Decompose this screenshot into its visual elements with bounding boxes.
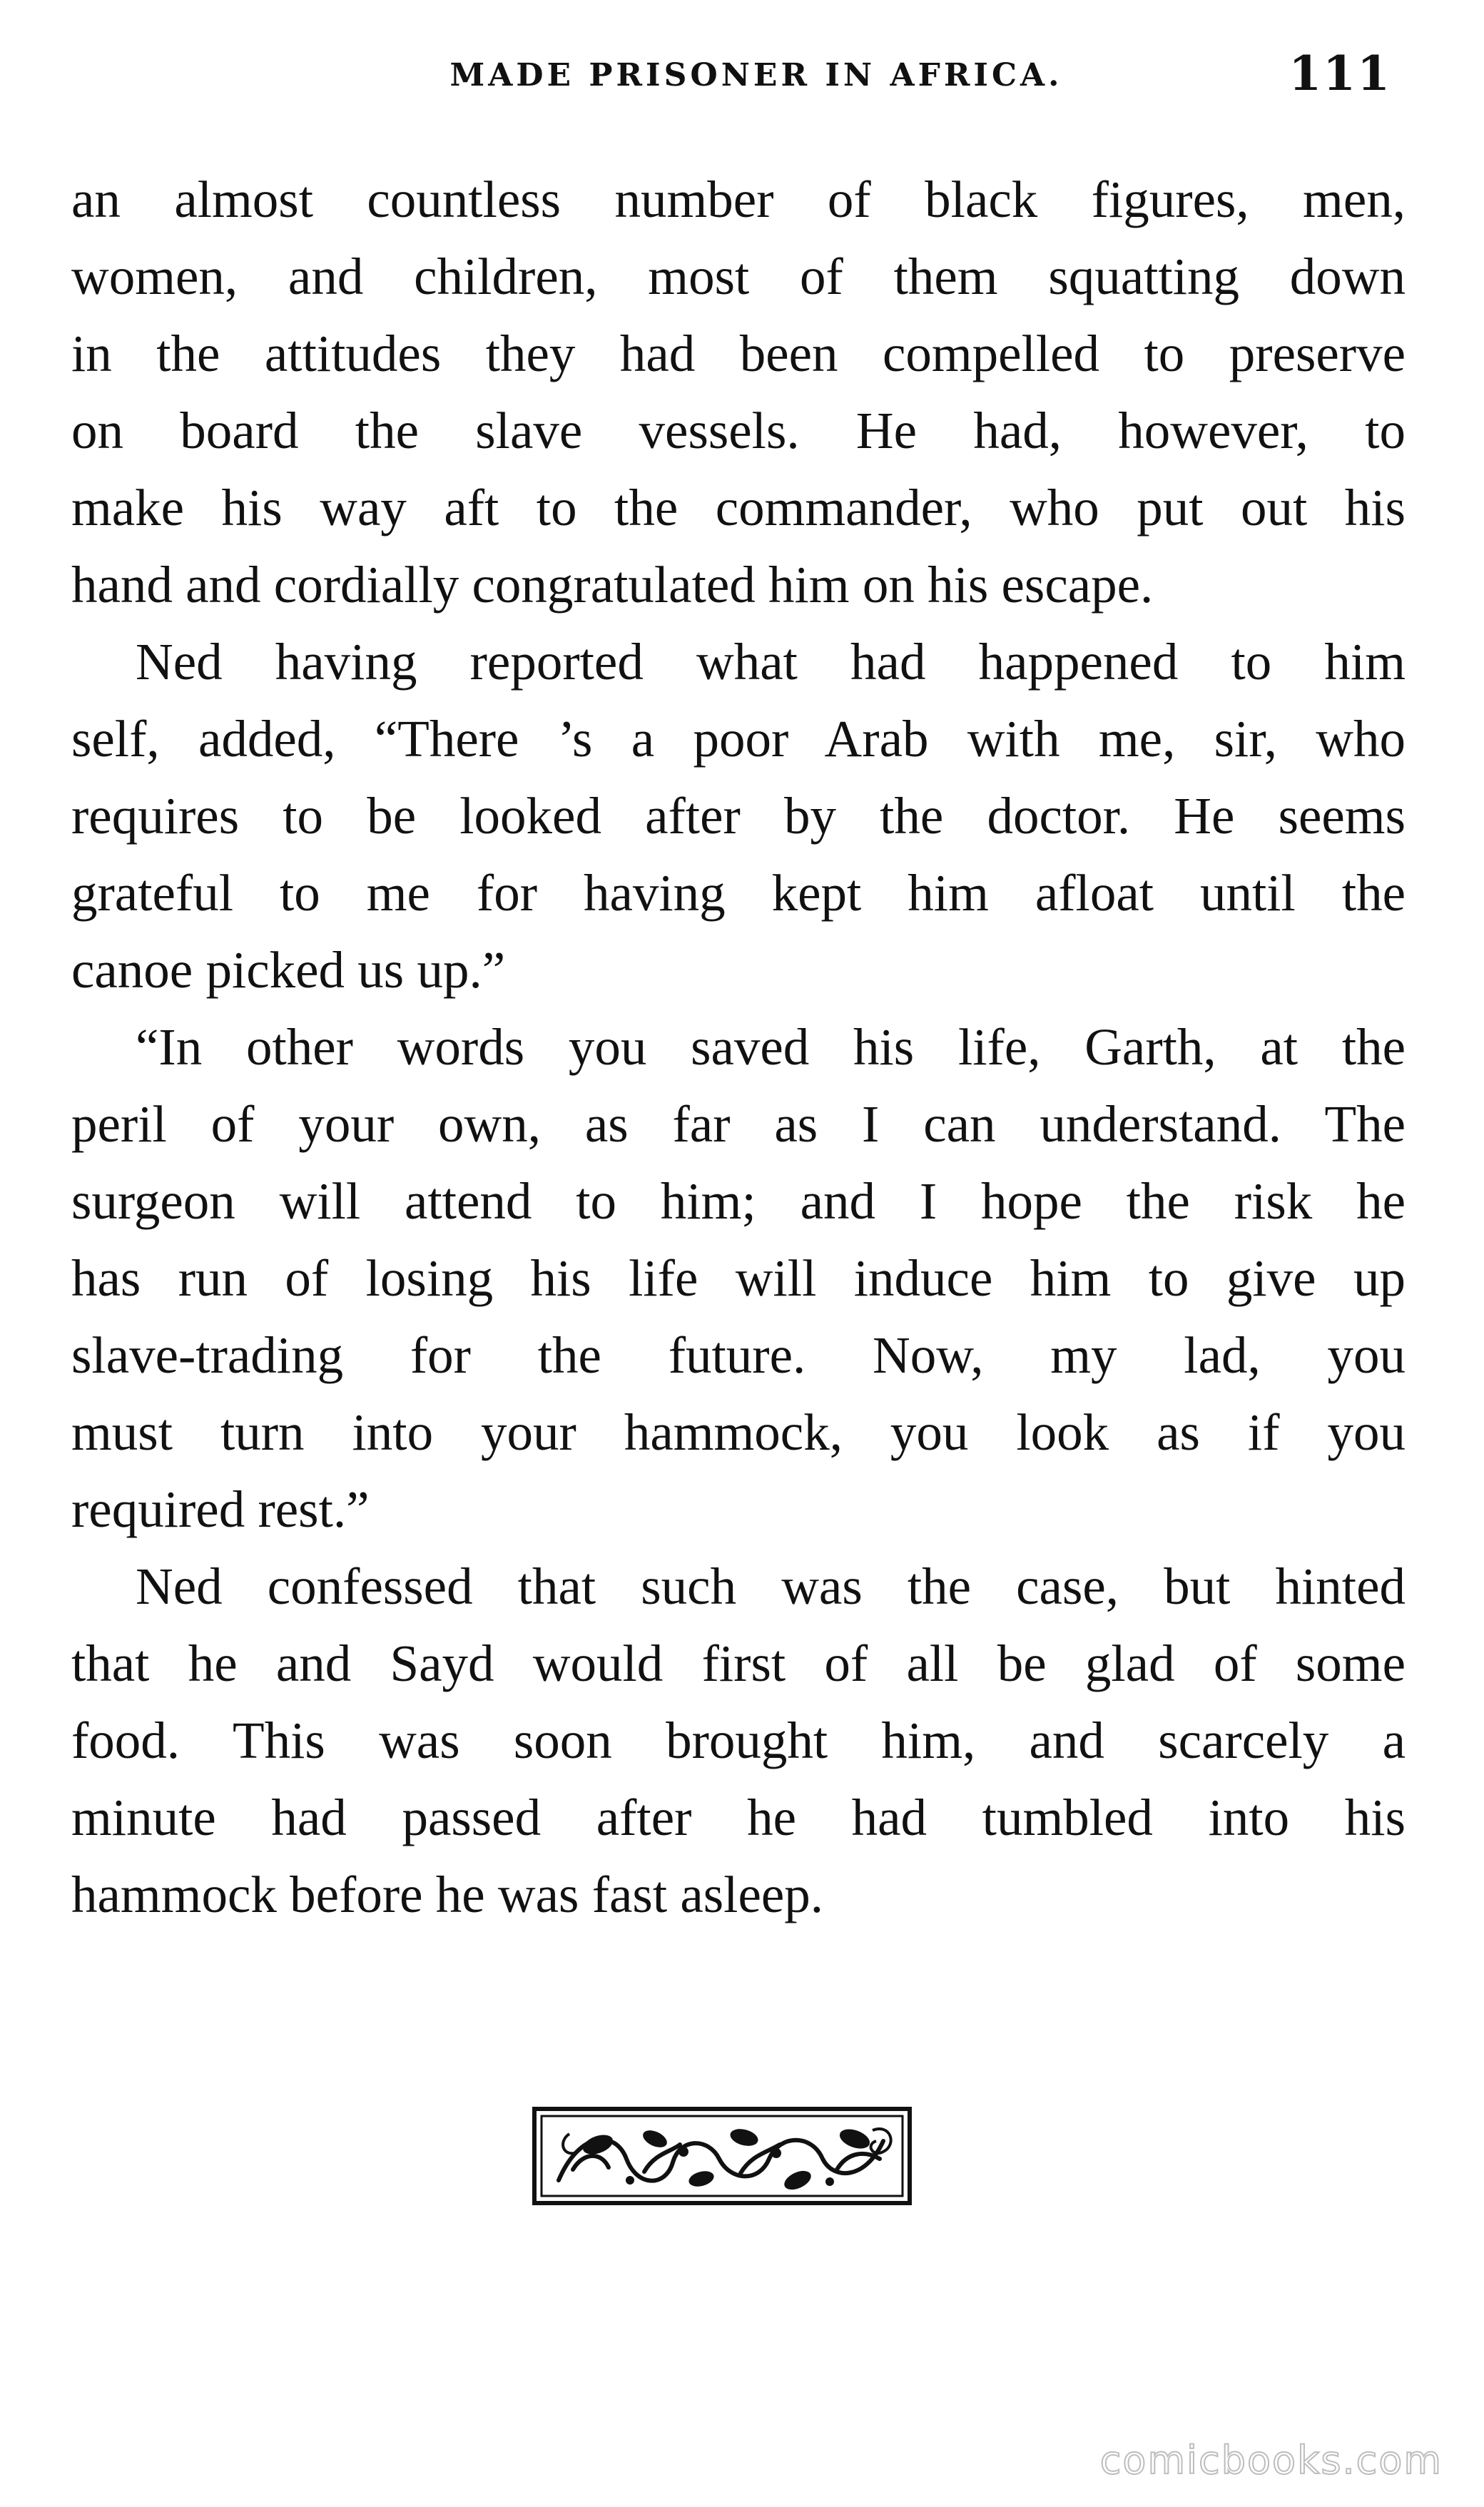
text-line: women, and children, most of them squatting down	[71, 248, 1406, 305]
text-line: minute had passed after he had tumbled into his	[71, 1789, 1406, 1846]
text-line: required rest.”	[71, 1480, 370, 1538]
text-line: “In other words you saved his life, Garth, at the	[136, 1018, 1406, 1076]
page-text	[71, 161, 1406, 1933]
text-line: requires to be looked after by the doctor. He seems	[71, 787, 1406, 845]
text-line: on board the slave vessels. He had, however, to	[71, 402, 1406, 459]
page-number: 111	[1289, 46, 1391, 101]
text-line: food. This was soon brought him, and scarcely a	[71, 1712, 1406, 1769]
text-line: has run of losing his life will induce him to give up	[71, 1249, 1406, 1307]
text-line: must turn into your hammock, you look as if you	[71, 1403, 1406, 1461]
floral-scroll-ornament-icon	[530, 2102, 914, 2210]
text-line: an almost countless number of black figures, men,	[71, 171, 1406, 228]
text-line: peril of your own, as far as I can understand. The	[71, 1095, 1406, 1153]
text-line: grateful to me for having kept him afloat until the	[71, 864, 1406, 922]
text-line: slave-trading for the future. Now, my lad, you	[71, 1326, 1406, 1384]
text-line: hand and cordially congratulated him on his escape.	[71, 556, 1154, 614]
text-line: self, added, “There ’s a poor Arab with me, sir, who	[71, 710, 1406, 768]
running-title: MADE PRISONER IN AFRICA.	[449, 57, 1063, 93]
text-line: canoe picked us up.”	[71, 941, 506, 999]
text-line: that he and Sayd would first of all be glad of some	[71, 1634, 1406, 1692]
text-line: surgeon will attend to him; and I hope the risk he	[71, 1172, 1406, 1230]
text-line: Ned having reported what had happened to him	[136, 633, 1406, 691]
text-line: make his way aft to the commander, who put out his	[71, 479, 1406, 537]
watermark-text: comicbooks.com	[1099, 2438, 1443, 2483]
text-line: Ned confessed that such was the case, but hinted	[136, 1557, 1406, 1615]
text-line: in the attitudes they had been compelled to preserve	[71, 325, 1406, 382]
text-line: hammock before he was fast asleep.	[71, 1866, 824, 1923]
